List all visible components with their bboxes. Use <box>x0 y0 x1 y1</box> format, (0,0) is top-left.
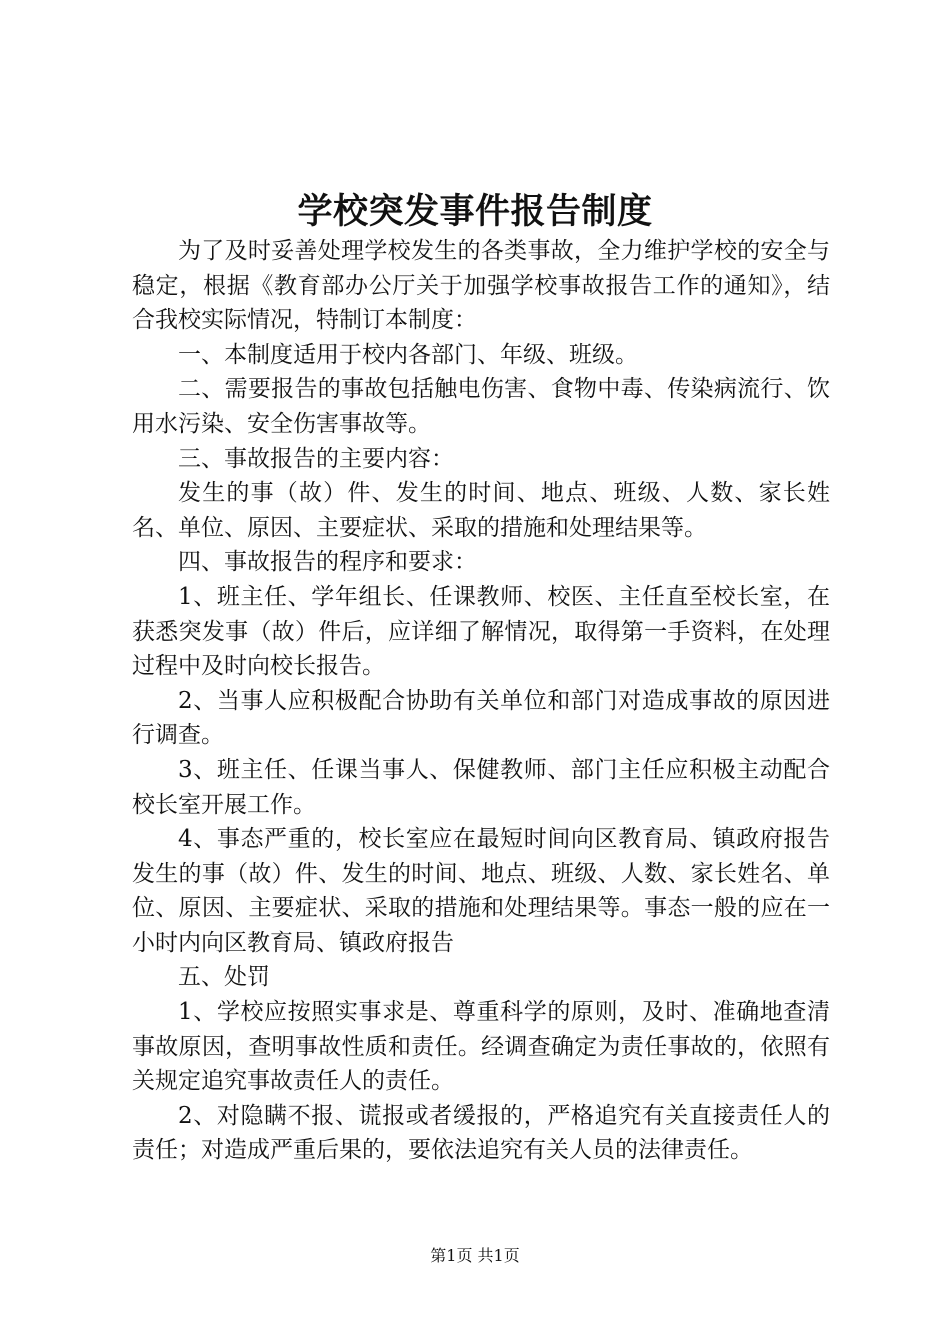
paragraph-procedure-1: 1、班主任、学年组长、任课教师、校医、主任直至校长室，在获悉突发事（故）件后，应详细了解情况，取得第一手资料，在处理过程中及时向校长报告。 <box>132 583 830 680</box>
section-heading-procedure: 四、事故报告的程序和要求： <box>178 549 477 576</box>
paragraph-procedure-4: 4、事态严重的，校长室应在最短时间向区教育局、镇政府报告发生的事（故）件、发生的时间、地点、班级、人数、家长姓名、单位、原因、主要症状、采取的措施和处理结果等。事态一般的应在一小时内向区教育局、镇政府报告 <box>132 826 830 956</box>
paragraph-procedure-3: 3、班主任、任课当事人、保健教师、部门主任应积极主动配合校长室开展工作。 <box>132 756 830 818</box>
section-heading-penalty: 五、处罚 <box>178 964 270 991</box>
document-body <box>132 234 830 1168</box>
page-number: 第1页 共1页 <box>430 1246 520 1265</box>
paragraph-penalty-2: 2、对隐瞒不报、谎报或者缓报的，严格追究有关直接责任人的责任；对造成严重后果的，要依法追究有关人员的法律责任。 <box>132 1102 830 1164</box>
paragraph-penalty-1: 1、学校应按照实事求是、尊重科学的原则，及时、准确地查清事故原因，查明事故性质和责任。经调查确定为责任事故的，依照有关规定追究事故责任人的责任。 <box>132 999 830 1095</box>
paragraph-procedure-2: 2、当事人应积极配合协助有关单位和部门对造成事故的原因进行调查。 <box>132 687 830 749</box>
section-heading-report-content: 三、事故报告的主要内容： <box>178 445 454 472</box>
paragraph-intro: 为了及时妥善处理学校发生的各类事故，全力维护学校的安全与稳定，根据《教育部办公厅关于加强学校事故报告工作的通知》，结合我校实际情况，特制订本制度： <box>132 238 830 334</box>
paragraph-report-content: 发生的事（故）件、发生的时间、地点、班级、人数、家长姓名、单位、原因、主要症状、采取的措施和处理结果等。 <box>132 480 830 541</box>
paragraph-scope: 一、本制度适用于校内各部门、年级、班级。 <box>178 341 638 368</box>
document-title: 学校突发事件报告制度 <box>297 192 653 232</box>
paragraph-accident-types: 二、需要报告的事故包括触电伤害、食物中毒、传染病流行、饮用水污染、安全伤害事故等。 <box>132 376 830 437</box>
